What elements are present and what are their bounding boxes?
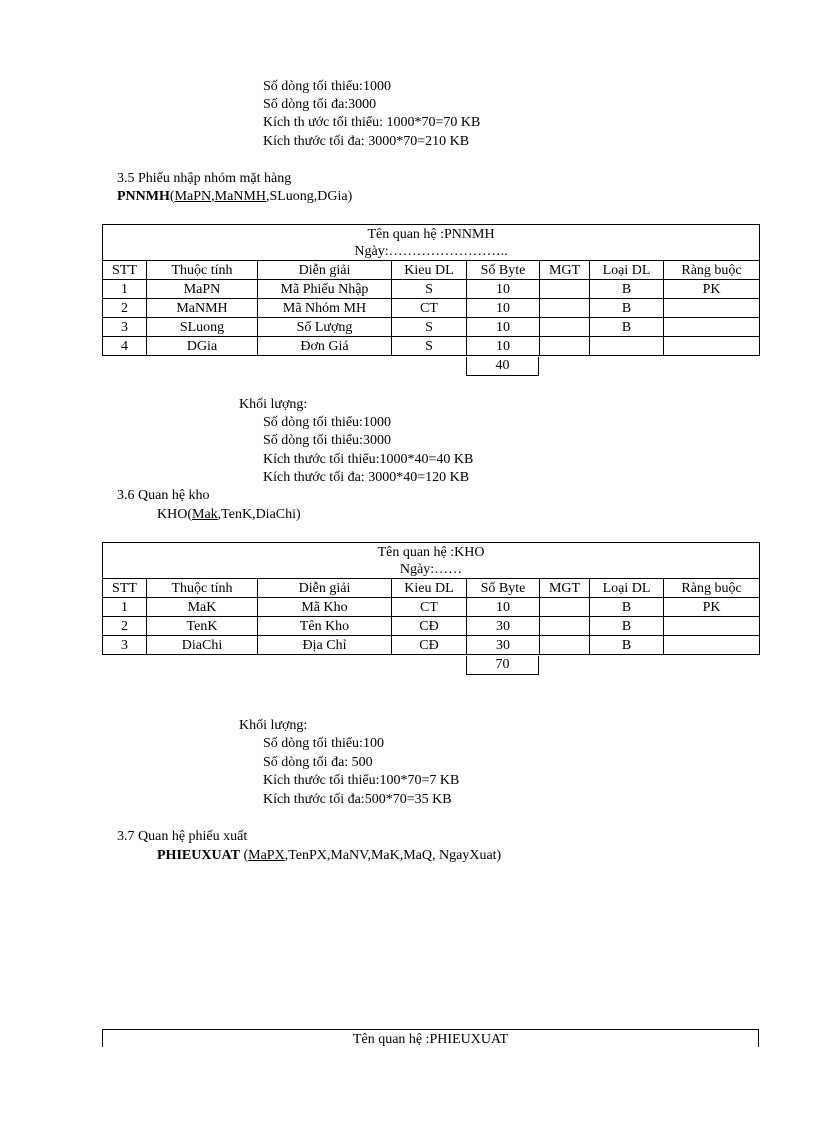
section-36-schema [157, 506, 301, 524]
column-header: Kieu DL [392, 261, 467, 280]
table-cell: Mã Nhóm MH [258, 299, 392, 318]
table-cell [664, 617, 760, 636]
column-header: Loại DL [590, 261, 664, 280]
table-cell: B [590, 598, 664, 617]
table-row [103, 636, 760, 655]
paren: ( [239, 848, 249, 863]
table-cell: 3 [103, 318, 147, 337]
volume-line: Kích thước tối đa:500*70=35 KB [263, 792, 452, 807]
relation-name: KHO( [157, 507, 192, 522]
table-cell: Số Lượng [258, 318, 392, 337]
column-header: MGT [540, 579, 590, 598]
table-cell: PK [664, 280, 760, 299]
table-cell: MaPN [147, 280, 258, 299]
volume-line: Kích thước tối đa: 3000*40=120 KB [263, 470, 470, 485]
table-date: Ngày:…… [103, 561, 760, 579]
table-cell: Địa Chỉ [258, 636, 392, 655]
column-header: MGT [540, 261, 590, 280]
table-cell: 10 [467, 337, 540, 356]
table-cell: Đơn Giá [258, 337, 392, 356]
primary-key: MaNMH [214, 189, 266, 204]
attributes: ,TenK,DiaChi) [217, 507, 301, 522]
column-header: Ràng buộc [664, 261, 760, 280]
table-cell [664, 299, 760, 318]
table-cell [664, 318, 760, 337]
table-row [103, 280, 760, 299]
column-header: Số Byte [467, 261, 540, 280]
volume-line: Số dòng tối thiểu:100 [263, 736, 384, 751]
table-cell [664, 337, 760, 356]
table-title: Tên quan hệ :KHO [103, 543, 760, 562]
table-cell: 4 [103, 337, 147, 356]
table-cell: Tên Kho [258, 617, 392, 636]
table-cell: 1 [103, 598, 147, 617]
paren: ( [169, 189, 175, 204]
table-cell: MaK [147, 598, 258, 617]
top-line-1: Số dòng tối thiểu:1000 [263, 79, 391, 94]
table-cell: B [590, 636, 664, 655]
volume-line: Kích thước tối thiểu:1000*40=40 KB [263, 452, 474, 467]
column-header: STT [103, 261, 147, 280]
table-title: Tên quan hệ :PNNMH [103, 225, 760, 244]
table-cell: DGia [147, 337, 258, 356]
table-cell [664, 636, 760, 655]
relation-name: PHIEUXUAT [157, 848, 240, 863]
table-cell: 30 [467, 636, 540, 655]
table-row [103, 318, 760, 337]
top-line-3: Kích th ước tối thiểu: 1000*70=70 KB [263, 115, 481, 130]
table-cell: SLuong [147, 318, 258, 337]
table-cell: 1 [103, 280, 147, 299]
table-cell: CT [392, 598, 467, 617]
table-cell: CT [392, 299, 467, 318]
primary-key: MaPN [174, 189, 212, 204]
table-cell [540, 299, 590, 318]
total-bytes: 40 [466, 357, 539, 376]
table-cell: 10 [467, 598, 540, 617]
volume-line: Số dòng tối thiểu:1000 [263, 415, 391, 430]
table-row [103, 299, 760, 318]
table-cell: 10 [467, 299, 540, 318]
table-cell: S [392, 337, 467, 356]
table-header-row [103, 261, 760, 280]
column-header: Thuộc tính [147, 261, 258, 280]
primary-key: MaPX [248, 848, 285, 863]
top-line-2: Số dòng tối đa:3000 [263, 97, 377, 112]
table-date: Ngày:…………………….. [103, 243, 760, 261]
section-35-heading: 3.5 Phiếu nhập nhóm mặt hàng [117, 171, 292, 186]
relation-name: PNNMH [117, 189, 170, 204]
table-row [103, 617, 760, 636]
table-cell: 10 [467, 280, 540, 299]
table-cell [540, 337, 590, 356]
table-cell: 10 [467, 318, 540, 337]
attributes: ,SLuong,DGia) [265, 189, 353, 204]
column-header: Thuộc tính [147, 579, 258, 598]
volume-line: Kích thước tối thiểu:100*70=7 KB [263, 773, 460, 788]
table-cell: B [590, 299, 664, 318]
volume-label: Khối lượng: [239, 397, 308, 412]
column-header: Diễn giải [258, 261, 392, 280]
table-cell: CĐ [392, 636, 467, 655]
table-cell: PK [664, 598, 760, 617]
attributes: ,TenPX,MaNV,MaK,MaQ, NgayXuat) [284, 848, 502, 863]
section-36-heading: 3.6 Quan hệ kho [117, 488, 210, 503]
table-cell [590, 337, 664, 356]
table-cell: S [392, 318, 467, 337]
section-37-schema [157, 847, 501, 865]
column-header: Diễn giải [258, 579, 392, 598]
table-cell: Mã Phiếu Nhập [258, 280, 392, 299]
table-row [103, 598, 760, 617]
table-cell: DiaChi [147, 636, 258, 655]
table-cell [540, 598, 590, 617]
column-header: Kieu DL [392, 579, 467, 598]
column-header: Số Byte [467, 579, 540, 598]
relation-table-pnnmh [102, 224, 760, 356]
relation-table-phieuxuat-title: Tên quan hệ :PHIEUXUAT [102, 1029, 759, 1047]
table-header-row [103, 579, 760, 598]
primary-key: Mak [192, 507, 218, 522]
table-cell [540, 280, 590, 299]
volume-line: Số dòng tối đa: 500 [263, 755, 373, 770]
table-cell: MaNMH [147, 299, 258, 318]
column-header: STT [103, 579, 147, 598]
volume-line: Số dòng tối thiểu:3000 [263, 433, 391, 448]
table-cell: 3 [103, 636, 147, 655]
column-header: Loại DL [590, 579, 664, 598]
top-line-4: Kích thước tối đa: 3000*70=210 KB [263, 134, 470, 149]
table-cell: 2 [103, 299, 147, 318]
table-cell: Mã Kho [258, 598, 392, 617]
table-cell: CĐ [392, 617, 467, 636]
table-row [103, 337, 760, 356]
table-cell: B [590, 280, 664, 299]
table-cell [540, 636, 590, 655]
table-cell: B [590, 617, 664, 636]
table-cell [540, 318, 590, 337]
relation-table-kho [102, 542, 760, 655]
table-cell: B [590, 318, 664, 337]
table-cell: S [392, 280, 467, 299]
total-bytes: 70 [466, 656, 539, 675]
table-cell [540, 617, 590, 636]
section-37-heading: 3.7 Quan hệ phiếu xuất [117, 829, 248, 844]
table-cell: 30 [467, 617, 540, 636]
volume-label: Khối lượng: [239, 718, 308, 733]
column-header: Ràng buộc [664, 579, 760, 598]
table-cell: TenK [147, 617, 258, 636]
section-35-schema [117, 188, 352, 206]
table-cell: 2 [103, 617, 147, 636]
comma: , [211, 189, 215, 204]
